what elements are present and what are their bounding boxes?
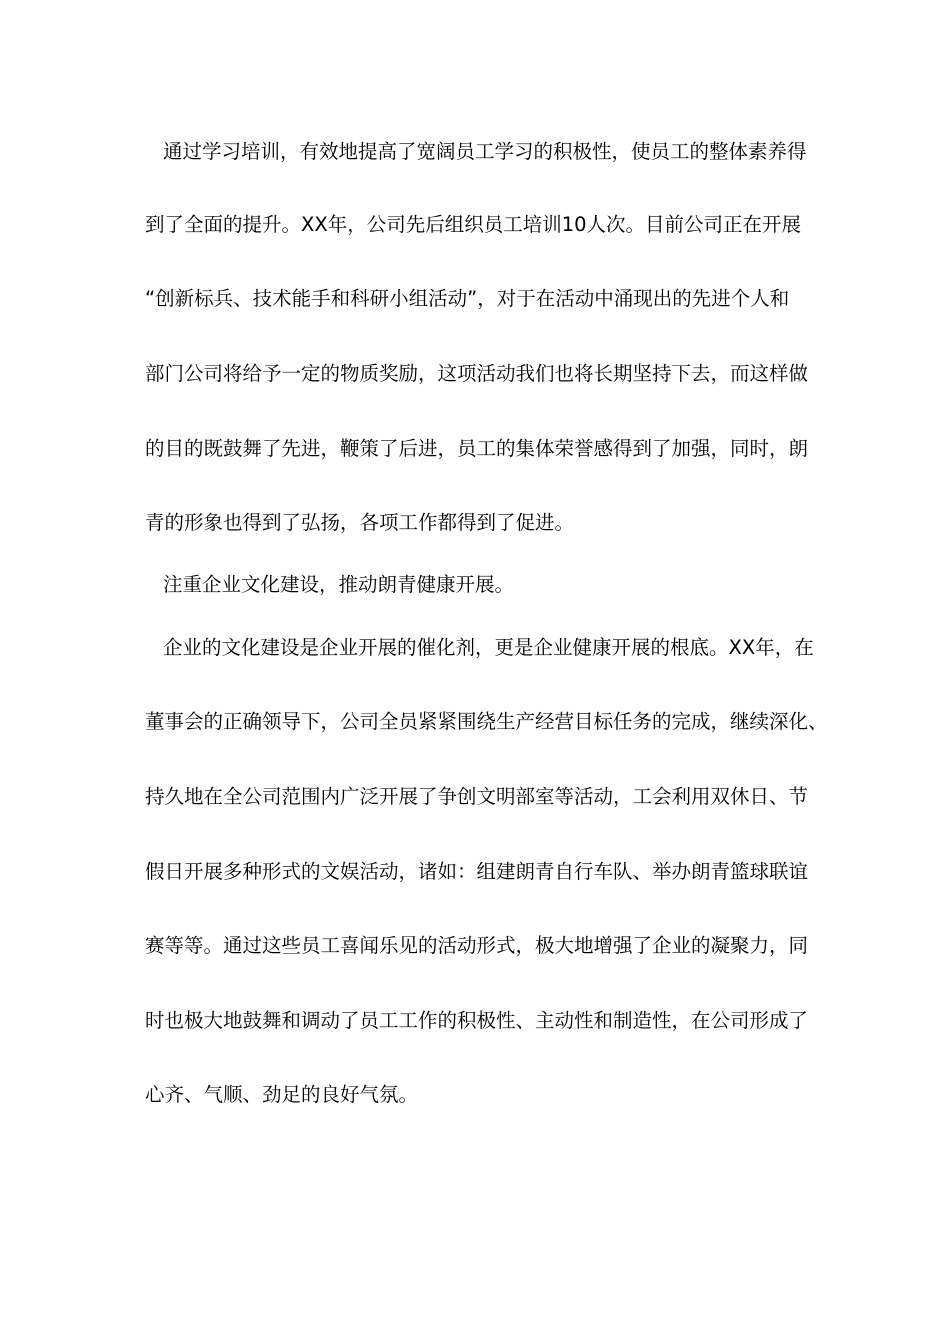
paragraph-1-line-2: 到了全面的提升。XX年，公司先后组织员工培训10人次。目前公司正在开展 <box>145 213 802 236</box>
paragraph-1-line-4: 部门公司将给予一定的物质奖励，这项活动我们也将长期坚持下去，而这样做 <box>145 362 809 385</box>
paragraph-1-line-5: 的目的既鼓舞了先进，鞭策了后进，员工的集体荣誉感得到了加强，同时，朗 <box>145 437 809 460</box>
section-heading: 注重企业文化建设，推动朗青健康开展。 <box>163 573 515 596</box>
paragraph-2-line-6: 时也极大地鼓舞和调动了员工工作的积极性、主动性和制造性，在公司形成了 <box>145 1009 809 1032</box>
paragraph-2-line-2: 董事会的正确领导下，公司全员紧紧围绕生产经营目标任务的完成，继续深化、 <box>145 710 828 733</box>
paragraph-2-line-1: 企业的文化建设是企业开展的催化剂，更是企业健康开展的根底。XX年，在 <box>163 636 814 659</box>
paragraph-1-line-3: “创新标兵、技术能手和科研小组活动”，对于在活动中涌现出的先进个人和 <box>145 287 790 310</box>
paragraph-1-line-6: 青的形象也得到了弘扬，各项工作都得到了促进。 <box>145 511 575 534</box>
paragraph-2-line-4: 假日开展多种形式的文娱活动，诸如：组建朗青自行车队、举办朗青篮球联谊 <box>145 860 809 883</box>
paragraph-1-line-1: 通过学习培训，有效地提高了宽阔员工学习的积极性，使员工的整体素养得 <box>163 140 807 163</box>
paragraph-2-line-5: 赛等等。通过这些员工喜闻乐见的活动形式，极大地增强了企业的凝聚力，同 <box>145 934 809 957</box>
paragraph-2-line-7: 心齐、气顺、劲足的良好气氛。 <box>145 1083 419 1106</box>
paragraph-2-line-3: 持久地在全公司范围内广泛开展了争创文明部室等活动，工会利用双休日、节 <box>145 785 809 808</box>
